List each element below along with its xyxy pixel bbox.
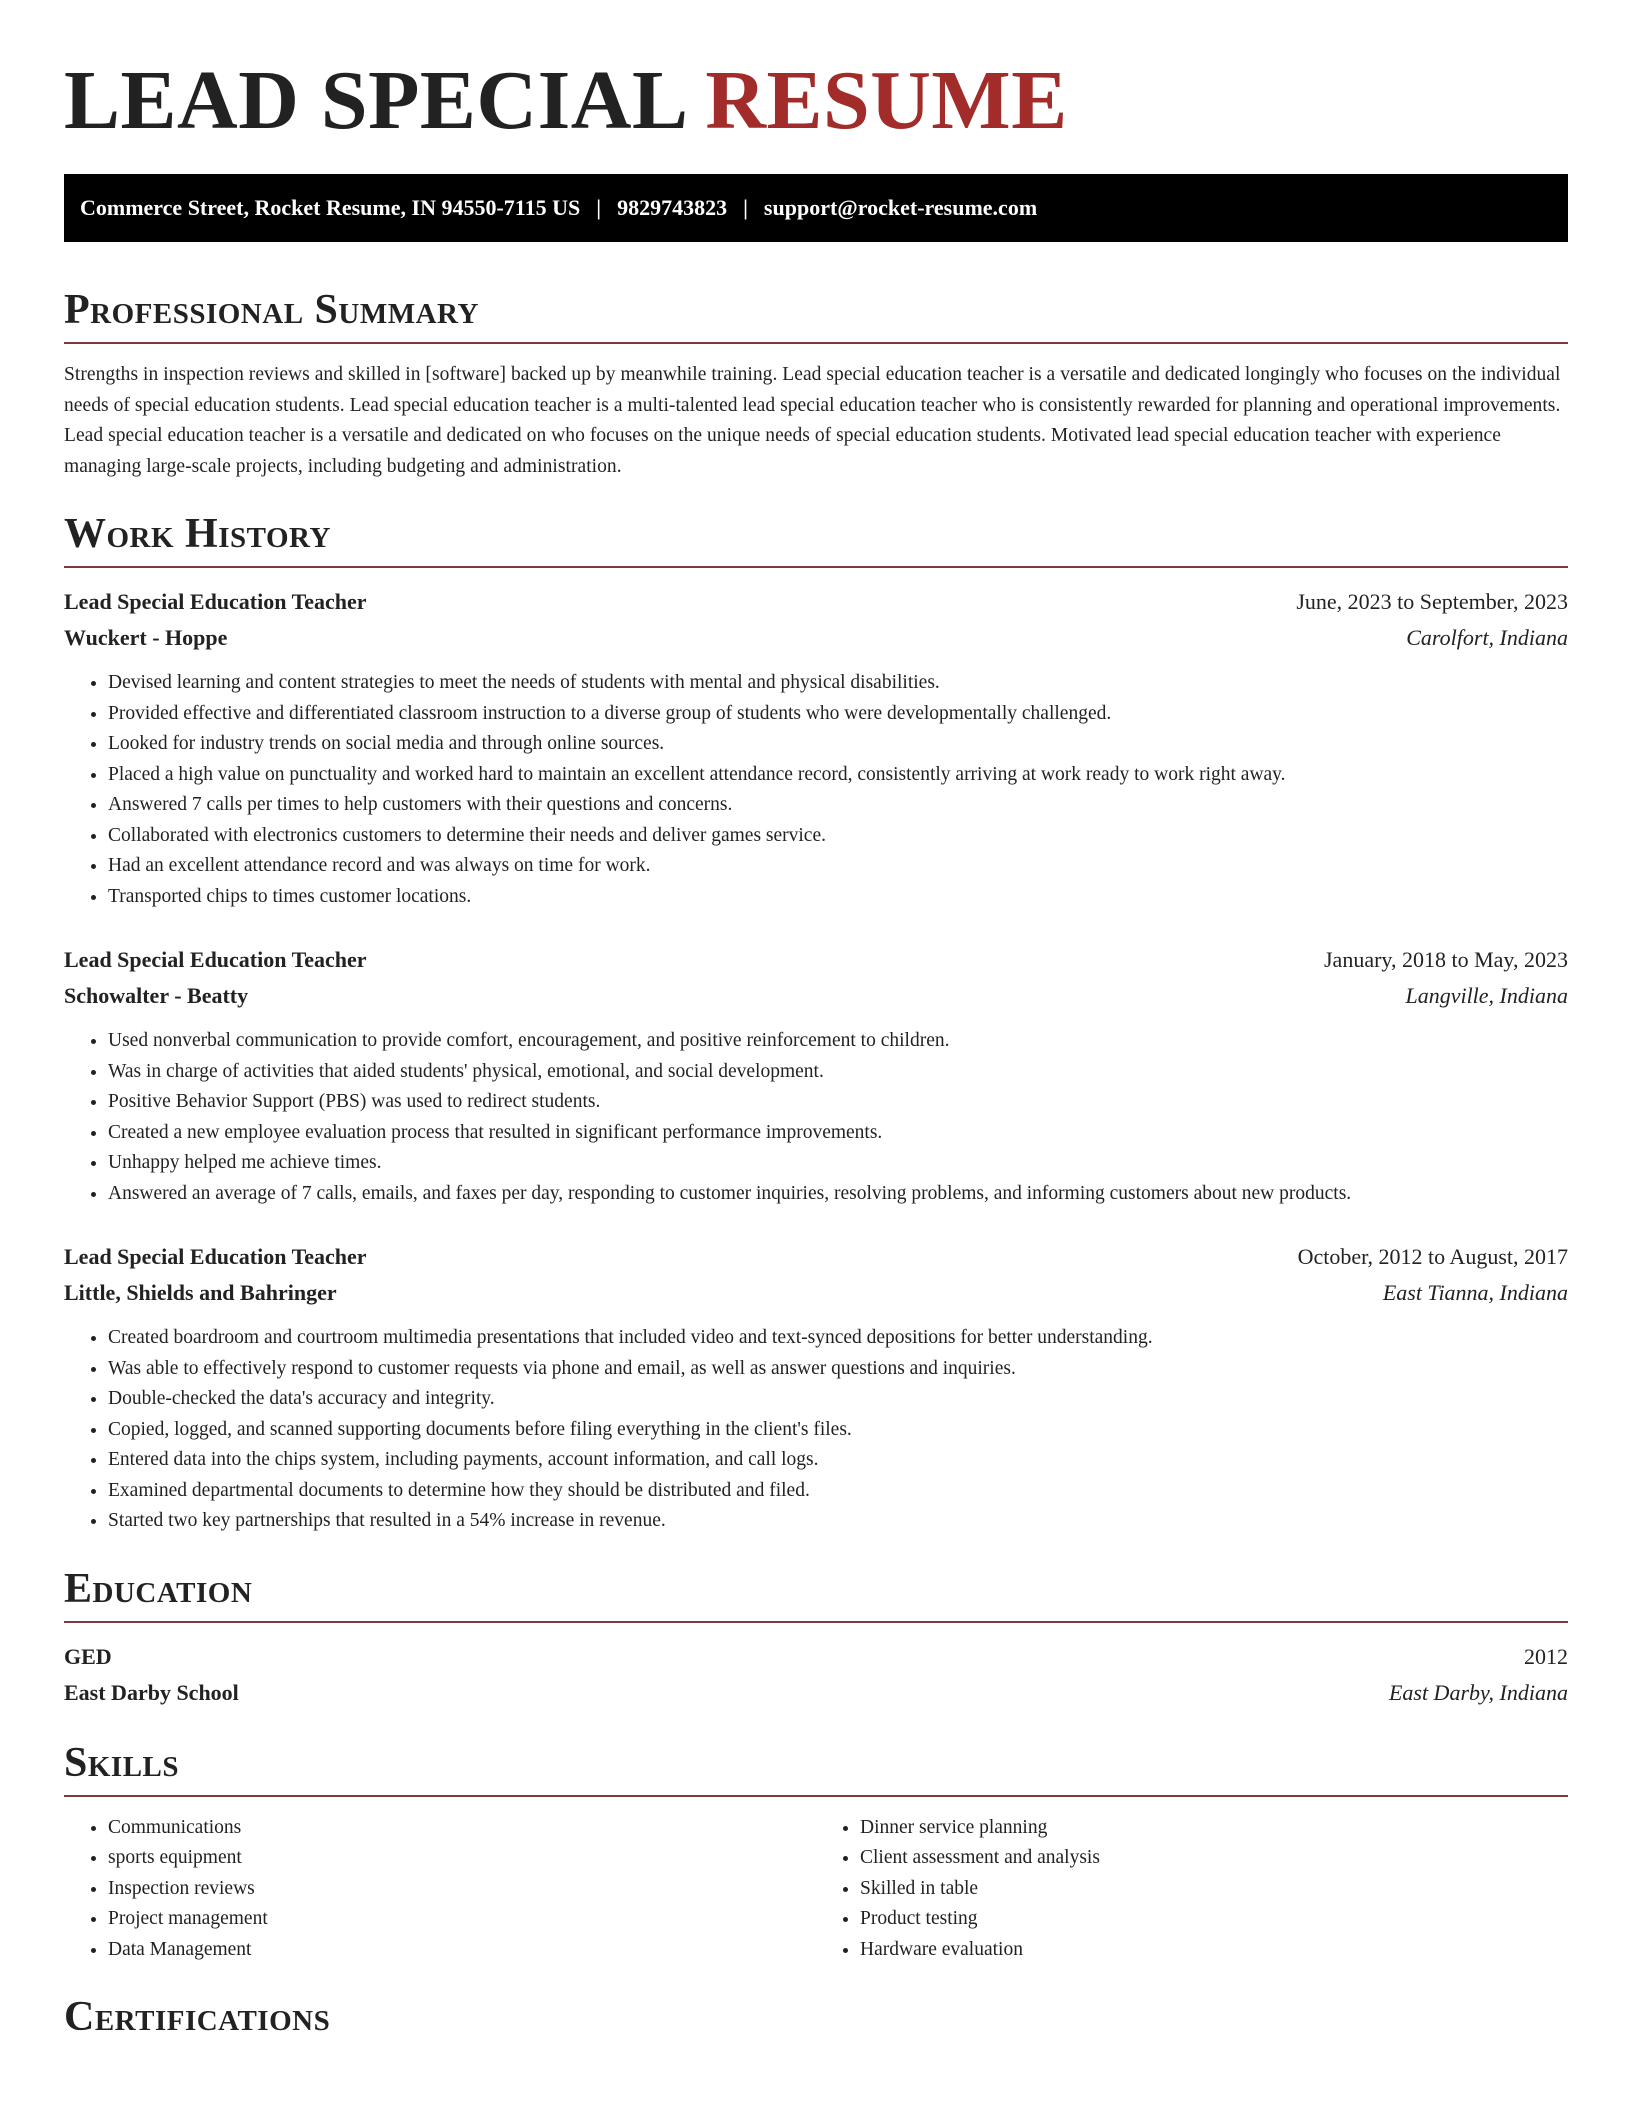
list-item: • Placed a high value on punctuality and worked hard to maintain an excellent attendance record, consistently arriving at work ready to work right away. xyxy=(108,760,1568,791)
section-divider xyxy=(64,566,1568,568)
section-divider xyxy=(64,342,1568,344)
list-item: • Product testing xyxy=(860,1904,1568,1935)
list-item: • Answered an average of 7 calls, emails, and faxes per day, responding to customer inquiries, resolving problems, and informing customers about new products. xyxy=(108,1179,1568,1210)
list-item: • Double-checked the data's accuracy and integrity. xyxy=(108,1384,1568,1415)
list-item: • Skilled in table xyxy=(860,1874,1568,1905)
section-divider xyxy=(64,1795,1568,1797)
contact-bar xyxy=(64,174,1568,242)
certifications-section xyxy=(64,1991,1568,2043)
job-title: Lead Special Education Teacher xyxy=(64,1244,367,1269)
list-item: • Copied, logged, and scanned supporting documents before filing everything in the client's files. xyxy=(108,1415,1568,1446)
section-heading-summary: Professional Summary xyxy=(64,287,479,333)
job-dates: October, 2012 to August, 2017 xyxy=(1297,1244,1568,1269)
job-location: Langville, Indiana xyxy=(1405,983,1568,1008)
job-company: Wuckert - Hoppe xyxy=(64,625,228,650)
job-dates: June, 2023 to September, 2023 xyxy=(1296,589,1568,614)
section-heading-education: Education xyxy=(64,1565,253,1612)
list-item: • Had an excellent attendance record and was always on time for work. xyxy=(108,851,1568,882)
job-dates: January, 2018 to May, 2023 xyxy=(1324,947,1568,972)
job-entry xyxy=(64,942,1568,1209)
resume-name xyxy=(64,0,1568,147)
list-item: • Hardware evaluation xyxy=(860,1935,1568,1966)
contact-address: Commerce Street, Rocket Resume, IN 94550-7115 US xyxy=(80,195,581,220)
job-company: Schowalter - Beatty xyxy=(64,983,249,1008)
contact-email: support@rocket-resume.com xyxy=(763,195,1038,220)
job-company: Little, Shields and Bahringer xyxy=(64,1280,337,1305)
name-first: LEAD SPECIAL xyxy=(64,54,684,147)
list-item: • Dinner service planning xyxy=(860,1813,1568,1844)
contact-separator: | xyxy=(743,195,748,220)
contact-separator: | xyxy=(596,195,602,220)
list-item: • Client assessment and analysis xyxy=(860,1843,1568,1874)
list-item: • Used nonverbal communication to provide comfort, encouragement, and positive reinforcement to children. xyxy=(108,1026,1568,1057)
section-heading-certifications: Certifications xyxy=(64,1994,331,2040)
list-item: • Was able to effectively respond to customer requests via phone and email, as well as answer questions and inquiries. xyxy=(108,1354,1568,1385)
skills-list-left xyxy=(64,1813,816,1966)
summary-section xyxy=(64,284,1568,482)
list-item: • sports equipment xyxy=(108,1843,816,1874)
job-entry xyxy=(64,1239,1568,1537)
job-location: Carolfort, Indiana xyxy=(1406,625,1568,650)
contact-phone: 9829743823 xyxy=(617,195,728,220)
section-heading-skills: Skills xyxy=(64,1739,180,1786)
work-history-section xyxy=(64,508,1568,1537)
list-item: • Devised learning and content strategies to meet the needs of students with mental and physical disabilities. xyxy=(108,668,1568,699)
education-section xyxy=(64,1563,1568,1711)
job-title: Lead Special Education Teacher xyxy=(64,947,367,972)
list-item: • Positive Behavior Support (PBS) was used to redirect students. xyxy=(108,1087,1568,1118)
list-item: • Looked for industry trends on social media and through online sources. xyxy=(108,729,1568,760)
job-bullets xyxy=(64,1026,1568,1209)
job-title: Lead Special Education Teacher xyxy=(64,589,367,614)
job-bullets xyxy=(64,1323,1568,1537)
education-school: East Darby School xyxy=(64,1679,239,1705)
list-item: • Collaborated with electronics customers to determine their needs and deliver games service. xyxy=(108,821,1568,852)
list-item: • Started two key partnerships that resulted in a 54% increase in revenue. xyxy=(108,1506,1568,1537)
list-item: • Communications xyxy=(108,1813,816,1844)
job-bullets xyxy=(64,668,1568,912)
education-location: East Darby, Indiana xyxy=(1388,1679,1568,1705)
list-item: • Inspection reviews xyxy=(108,1874,816,1905)
list-item: • Entered data into the chips system, including payments, account information, and call logs. xyxy=(108,1445,1568,1476)
list-item: • Examined departmental documents to determine how they should be distributed and filed. xyxy=(108,1476,1568,1507)
skills-section xyxy=(64,1737,1568,1966)
list-item: • Project management xyxy=(108,1904,816,1935)
list-item: • Was in charge of activities that aided students' physical, emotional, and social development. xyxy=(108,1057,1568,1088)
list-item: • Created boardroom and courtroom multimedia presentations that included video and text-synced depositions for better understanding. xyxy=(108,1323,1568,1354)
education-degree: GED xyxy=(64,1643,112,1669)
list-item: • Provided effective and differentiated classroom instruction to a diverse group of students who were developmentally challenged. xyxy=(108,699,1568,730)
job-entry xyxy=(64,584,1568,912)
skills-list-right xyxy=(816,1813,1568,1966)
section-heading-work: Work History xyxy=(64,511,331,557)
skills-columns xyxy=(64,1813,1568,1966)
list-item: • Unhappy helped me achieve times. xyxy=(108,1148,1568,1179)
list-item: • Created a new employee evaluation process that resulted in significant performance improvements. xyxy=(108,1118,1568,1149)
education-year: 2012 xyxy=(1524,1643,1568,1669)
section-divider xyxy=(64,1621,1568,1623)
summary-text: Strengths in inspection reviews and skilled in [software] backed up by meanwhile training. Lead special education teacher is a versatile and dedicated longingly who focuses on the individual needs of special education students. Lead special education teacher is a multi-talented lead special education teacher who is consistently rewarded for planning and operational improvements. Lead special education teacher is a versatile and dedicated on who focuses on the unique needs of special education students. Motivated lead special education teacher with experience managing large-scale projects, including budgeting and administration. xyxy=(64,364,1561,477)
job-location: East Tianna, Indiana xyxy=(1382,1280,1568,1305)
list-item: • Answered 7 calls per times to help customers with their questions and concerns. xyxy=(108,790,1568,821)
list-item: • Data Management xyxy=(108,1935,816,1966)
list-item: • Transported chips to times customer locations. xyxy=(108,882,1568,913)
name-accent: RESUME xyxy=(705,54,1068,147)
